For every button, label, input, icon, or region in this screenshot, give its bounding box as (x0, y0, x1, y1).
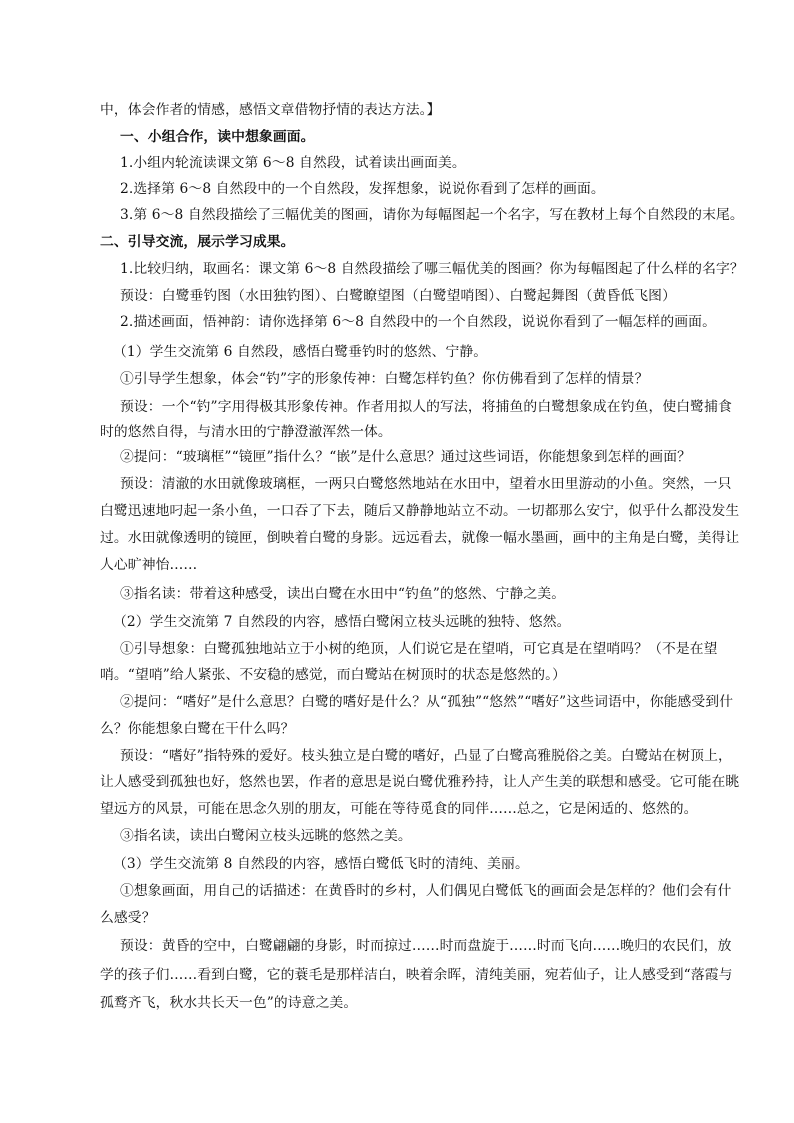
text-line: （2）学生交流第 7 自然段的内容，感悟白鹭闲立枝头远眺的独特、悠然。 (113, 614, 571, 630)
text-line: ①想象画面，用自己的话描述：在黄昏时的乡村，人们偶见白鹭低飞的画面会是怎样的？他们会有什 (120, 883, 732, 899)
text-line: 过。水田就像透明的镜匣，倒映着白鹭的身影。远远看去，就像一幅水墨画，画中的主角是白鹭，美得让 (100, 530, 740, 546)
text-line: 孤鹜齐飞，秋水共长天一色”的诗意之美。 (100, 995, 358, 1011)
text-line: 预设：一个“钓”字用得极其形象传神。作者用拟人的写法，将捕鱼的白鹭想象成在钓鱼，使白鹭捕食 (120, 399, 732, 415)
text-line: 2.描述画面，悟神韵：请你选择第 6～8 自然段中的一个自然段，说说你看到了一幅怎样的画面。 (120, 314, 716, 330)
text-line: 么感受？ (100, 910, 156, 926)
text-line: ①引导学生想象，体会“钓”字的形象传神：白鹭怎样钓鱼？你仿佛看到了怎样的情景？ (120, 371, 649, 387)
text-line: （1）学生交流第 6 自然段，感悟白鹭垂钓时的悠然、宁静。 (113, 344, 488, 360)
text-line: ②提问：“嗜好”是什么意思？白鹭的嗜好是什么？从“孤独”“悠然”“嗜好”这些词语中，你能感受到什 (120, 694, 734, 710)
section-heading: 一、小组合作，读中想象画面。 (120, 129, 315, 145)
text-line: 望远方的风景，可能在思念久别的朋友，可能在等待觅食的同伴……总之，它是闲适的、悠然的。 (100, 801, 698, 817)
section-heading: 二、引导交流，展示学习成果。 (100, 234, 295, 250)
text-line: 哨。“望哨”给人紧张、不安稳的感觉，而白鹭站在树顶时的状态是悠然的。） (100, 667, 567, 683)
text-line: 人心旷神怡…… (100, 557, 198, 573)
text-line: 3.第 6～8 自然段描绘了三幅优美的图画，请你为每幅图起一个名字，写在教材上每个自然段的末尾。 (120, 207, 744, 223)
text-line: ②提问：“玻璃框”“镜匣”指什么？“嵌”是什么意思？通过这些词语，你能想象到怎样的画面？ (120, 449, 691, 465)
text-line: ③指名读：带着这种感受，读出白鹭在水田中“钓鱼”的悠然、宁静之美。 (120, 586, 566, 602)
text-line: 学的孩子们……看到白鹭，它的蓑毛是那样洁白，映着余晖，清纯美丽，宛若仙子，让人感受到“落霞与 (100, 967, 733, 983)
text-line: 1.小组内轮流读课文第 6～8 自然段，试着读出画面美。 (120, 155, 466, 171)
text-line: 1.比较归纳，取画名：课文第 6～8 自然段描绘了哪三幅优美的图画？你为每幅图起了什么样的名字？ (120, 261, 744, 277)
text-line: 白鹭迅速地叼起一条小鱼，一口吞了下去，随后又静静地站立不动。一切都那么安宁，似乎什么都没发生 (100, 503, 740, 519)
text-line: 让人感受到孤独也好，悠然也罢，作者的意思是说白鹭优雅矜持，让人产生美的联想和感受。它可能在眺 (100, 774, 740, 790)
text-line: 预设：黄昏的空中，白鹭翩翩的身影，时而掠过……时而盘旋于……时而飞向……晚归的农民们，放 (120, 938, 732, 954)
text-line: 预设：“嗜好”指特殊的爱好。枝头独立是白鹭的嗜好，凸显了白鹭高雅脱俗之美。白鹭站在树顶上， (120, 748, 732, 764)
text-line: ③指名读，读出白鹭闲立枝头远眺的悠然之美。 (120, 828, 412, 844)
text-line: 时的悠然自得，与清水田的宁静澄澈浑然一体。 (100, 424, 392, 440)
text-line: 预设：白鹭垂钓图（水田独钓图）、白鹭瞭望图（白鹭望哨图）、白鹭起舞图（黄昏低飞图） (120, 288, 676, 304)
text-line: ①引导想象：白鹭孤独地站立于小树的绝顶，人们说它是在望哨，可它真是在望哨吗？（不是在望 (120, 641, 718, 657)
text-line: 2.选择第 6～8 自然段中的一个自然段，发挥想象，说说你看到了怎样的画面。 (120, 181, 605, 197)
text-line: 么？你能想象白鹭在干什么吗？ (100, 721, 295, 737)
text-line: 中，体会作者的情感，感悟文章借物抒情的表达方法。】 (100, 102, 441, 118)
text-line: （3）学生交流第 8 自然段的内容，感悟白鹭低飞时的清纯、美丽。 (113, 856, 529, 872)
text-line: 预设：清澈的水田就像玻璃框，一两只白鹭悠然地站在水田中，望着水田里游动的小鱼。突然，一只 (120, 476, 732, 492)
